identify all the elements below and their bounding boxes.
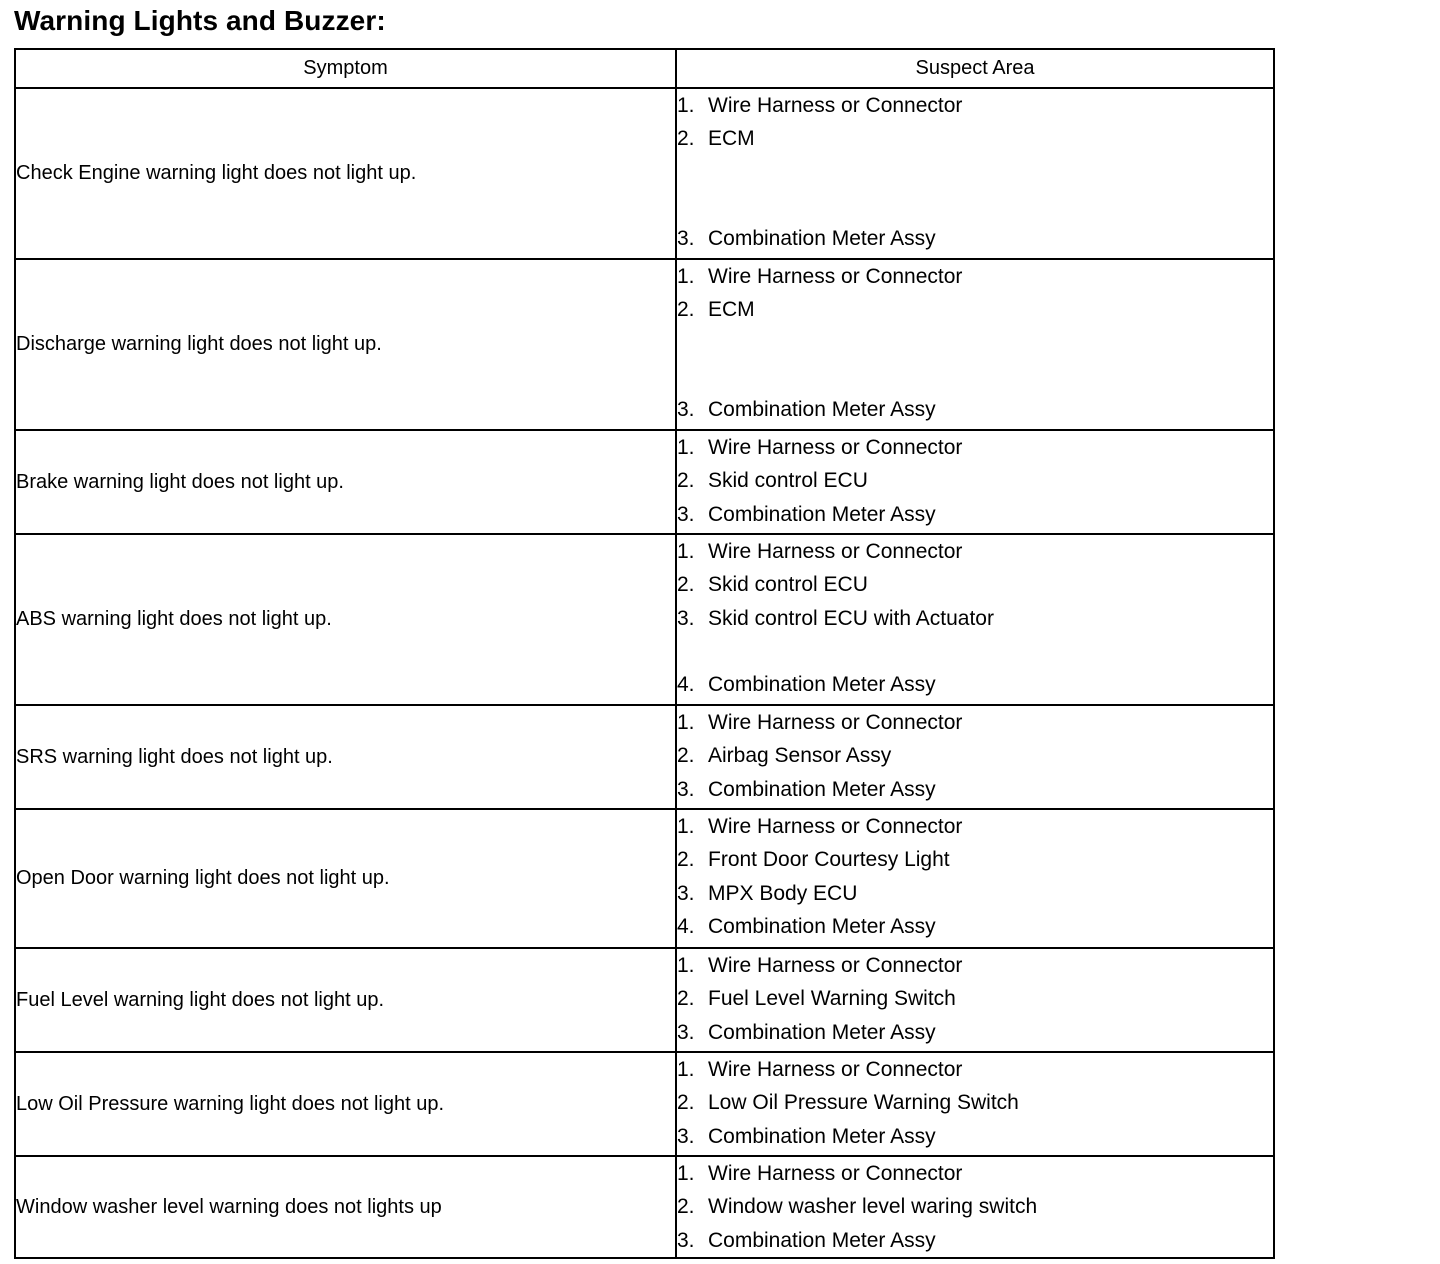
suspect-area-cell: [676, 705, 1274, 809]
item-text: Wire Harness or Connector: [708, 94, 963, 117]
item-text: Wire Harness or Connector: [708, 954, 963, 977]
item-number: 3.: [677, 1228, 695, 1252]
item-number: 2.: [677, 1091, 695, 1115]
item-text: Wire Harness or Connector: [708, 265, 963, 288]
item-text: Wire Harness or Connector: [708, 711, 963, 734]
suspect-list: [677, 535, 1273, 701]
list-item: [677, 739, 1273, 772]
item-text: ECM: [708, 127, 755, 151]
item-text: Combination Meter Assy: [708, 397, 936, 421]
item-text: Combination Meter Assy: [708, 1020, 936, 1044]
list-item: [677, 431, 1273, 464]
item-text: MPX Body ECU: [708, 881, 858, 905]
item-number: 1.: [677, 711, 695, 734]
list-item: [677, 910, 1273, 943]
symptom-cell: Discharge warning light does not light up.: [15, 259, 676, 430]
item-text: Wire Harness or Connector: [708, 815, 963, 838]
suspect-list: [677, 949, 1273, 1049]
item-number: 2.: [677, 573, 695, 597]
suspect-area-cell: [676, 1052, 1274, 1156]
item-number: 2.: [677, 469, 695, 493]
suspect-area-cell: [676, 809, 1274, 948]
item-number: 2.: [677, 848, 695, 872]
item-number: 3.: [677, 1020, 695, 1044]
suspect-area-column-header: Suspect Area: [676, 49, 1274, 88]
table-row: [15, 705, 1274, 809]
item-number: 3.: [677, 606, 695, 630]
list-item: [677, 89, 1273, 122]
item-text: Wire Harness or Connector: [708, 1058, 963, 1081]
item-text: Wire Harness or Connector: [708, 540, 963, 563]
symptom-cell: Fuel Level warning light does not light up.: [15, 948, 676, 1052]
item-text: Combination Meter Assy: [708, 1124, 936, 1148]
item-text: Skid control ECU: [708, 469, 868, 493]
table-row: [15, 1052, 1274, 1156]
item-text: Skid control ECU: [708, 573, 868, 597]
item-text: Wire Harness or Connector: [708, 436, 963, 459]
list-item: [677, 222, 1273, 255]
list-item: [677, 1016, 1273, 1049]
suspect-area-cell: [676, 948, 1274, 1052]
list-item: [677, 1053, 1273, 1086]
item-text: Airbag Sensor Assy: [708, 744, 892, 768]
suspect-list: [677, 706, 1273, 806]
item-text: Combination Meter Assy: [708, 777, 936, 801]
suspect-list: [677, 1157, 1273, 1257]
list-item: [677, 982, 1273, 1015]
suspect-list: [677, 810, 1273, 943]
symptom-cell: Open Door warning light does not light up.: [15, 809, 676, 948]
symptom-cell: Low Oil Pressure warning light does not light up.: [15, 1052, 676, 1156]
item-number: 1.: [677, 94, 695, 117]
symptom-cell: Window washer level warning does not lights up: [15, 1156, 676, 1258]
item-text: Low Oil Pressure Warning Switch: [708, 1091, 1019, 1115]
list-item: [677, 568, 1273, 601]
symptom-cell: Check Engine warning light does not light up.: [15, 88, 676, 259]
list-item: [677, 1157, 1273, 1190]
list-item: [677, 668, 1273, 701]
suspect-list: [677, 431, 1273, 531]
item-text: Combination Meter Assy: [708, 672, 936, 696]
list-item: [677, 393, 1273, 426]
list-item: [677, 1120, 1273, 1153]
item-number: 4.: [677, 672, 695, 696]
suspect-area-cell: [676, 88, 1274, 259]
item-number: 1.: [677, 1162, 695, 1185]
item-number: 2.: [677, 127, 695, 151]
suspect-area-cell: [676, 1156, 1274, 1258]
item-number: 3.: [677, 1124, 695, 1148]
list-item: [677, 602, 1273, 635]
suspect-area-cell: [676, 534, 1274, 705]
item-number: 3.: [677, 881, 695, 905]
table-row: [15, 259, 1274, 430]
table-row: [15, 534, 1274, 705]
item-text: Fuel Level Warning Switch: [708, 987, 956, 1011]
list-item: [677, 260, 1273, 293]
item-text: Front Door Courtesy Light: [708, 848, 950, 872]
item-number: 3.: [677, 777, 695, 801]
item-text: Combination Meter Assy: [708, 502, 936, 526]
symptom-cell: Brake warning light does not light up.: [15, 430, 676, 534]
item-text: Skid control ECU with Actuator: [708, 606, 994, 630]
item-number: 1.: [677, 1058, 695, 1081]
page-title: Warning Lights and Buzzer:: [14, 5, 386, 36]
item-number: 4.: [677, 914, 695, 938]
list-item: [677, 498, 1273, 531]
list-item: [677, 1086, 1273, 1119]
suspect-area-cell: [676, 259, 1274, 430]
list-item: [677, 949, 1273, 982]
item-number: 1.: [677, 815, 695, 838]
item-number: 2.: [677, 987, 695, 1011]
suspect-list: [677, 89, 1273, 255]
item-number: 3.: [677, 226, 695, 250]
item-number: 2.: [677, 298, 695, 322]
item-number: 1.: [677, 954, 695, 977]
list-item: [677, 464, 1273, 497]
symptom-cell: SRS warning light does not light up.: [15, 705, 676, 809]
symptom-column-header: Symptom: [15, 49, 676, 88]
list-item: [677, 877, 1273, 910]
list-item: [677, 1224, 1273, 1257]
list-item: [677, 293, 1273, 326]
item-text: Combination Meter Assy: [708, 914, 936, 938]
item-text: Window washer level waring switch: [708, 1195, 1038, 1219]
list-item: [677, 122, 1273, 155]
symptom-table: [14, 48, 1275, 1259]
item-number: 3.: [677, 502, 695, 526]
item-text: Wire Harness or Connector: [708, 1162, 963, 1185]
item-number: 3.: [677, 397, 695, 421]
header-row: [15, 49, 1274, 88]
item-number: 2.: [677, 1195, 695, 1219]
table-row: [15, 809, 1274, 948]
table-row: [15, 430, 1274, 534]
list-item: [677, 535, 1273, 568]
item-number: 1.: [677, 265, 695, 288]
list-item: [677, 843, 1273, 876]
symptom-cell: ABS warning light does not light up.: [15, 534, 676, 705]
list-item: [677, 1190, 1273, 1223]
item-text: Combination Meter Assy: [708, 226, 936, 250]
table-row: [15, 948, 1274, 1052]
list-item: [677, 810, 1273, 843]
suspect-area-cell: [676, 430, 1274, 534]
table-row: [15, 88, 1274, 259]
list-item: [677, 773, 1273, 806]
item-text: Combination Meter Assy: [708, 1228, 936, 1252]
list-item: [677, 706, 1273, 739]
item-number: 2.: [677, 744, 695, 768]
table-row: [15, 1156, 1274, 1258]
item-text: ECM: [708, 298, 755, 322]
suspect-list: [677, 260, 1273, 426]
item-number: 1.: [677, 436, 695, 459]
item-number: 1.: [677, 540, 695, 563]
suspect-list: [677, 1053, 1273, 1153]
